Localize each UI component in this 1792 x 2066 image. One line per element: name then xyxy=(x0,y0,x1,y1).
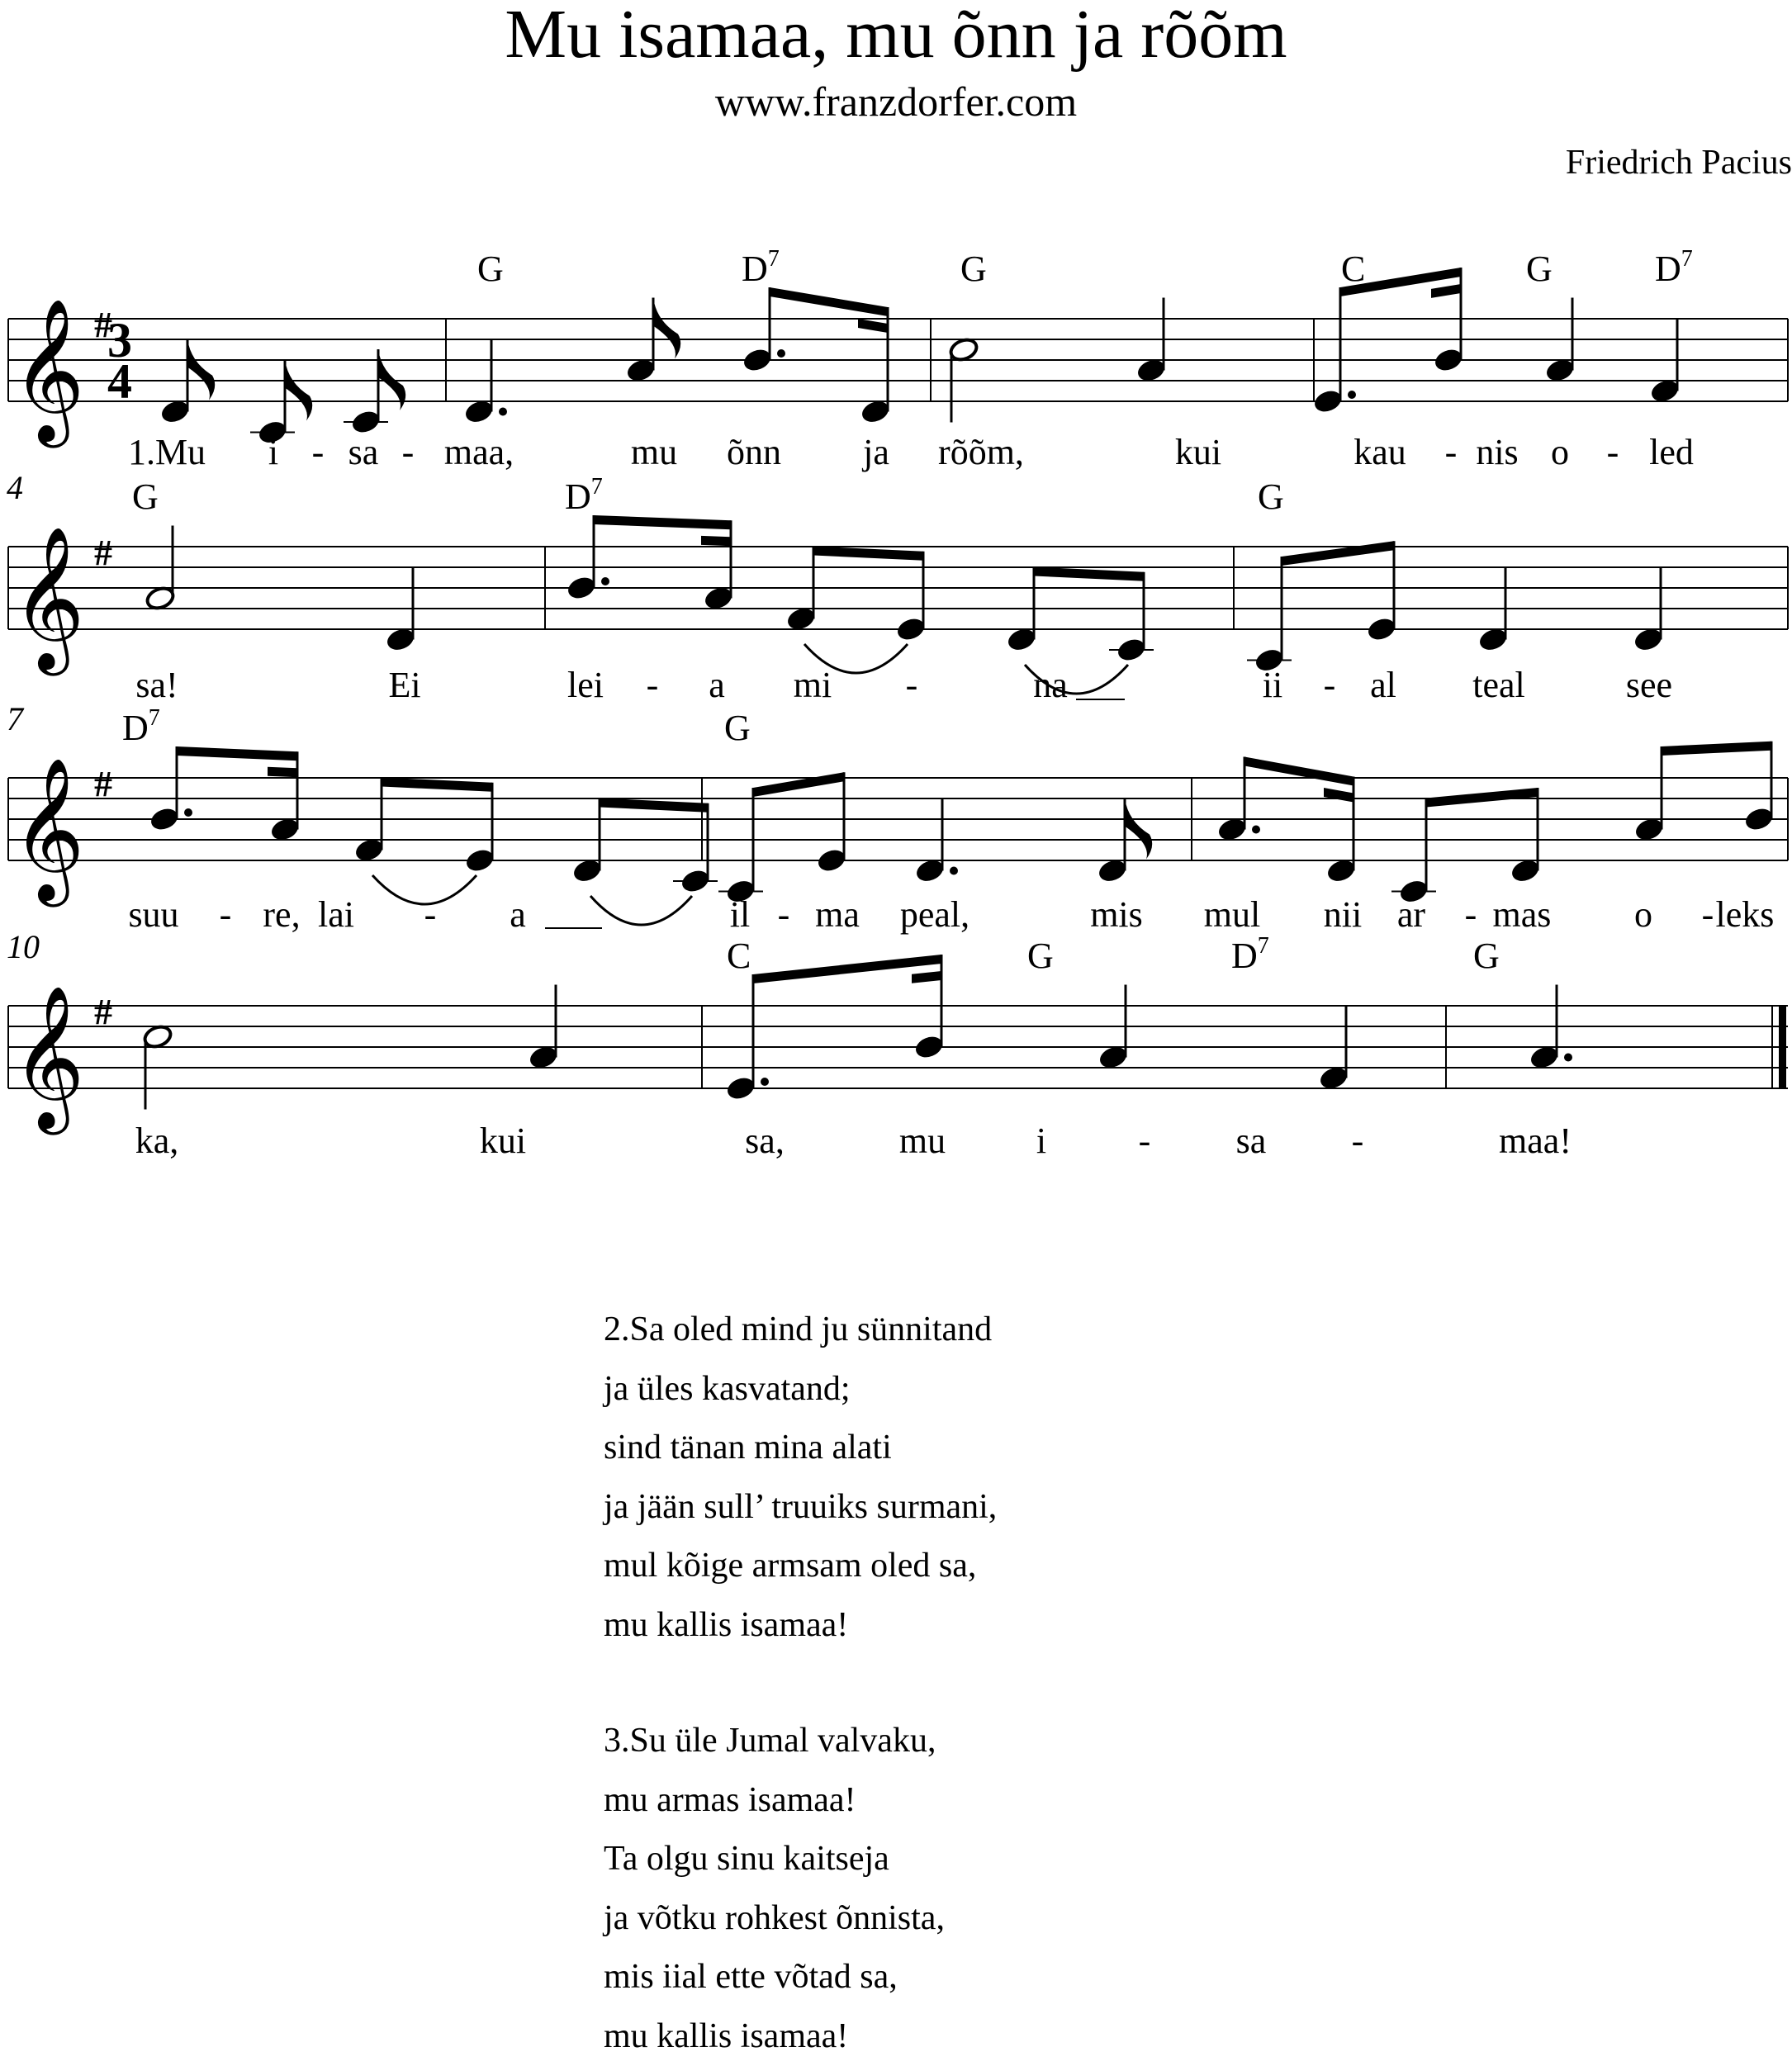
chord-symbol: G xyxy=(1258,476,1284,517)
chord-symbol: G xyxy=(1526,249,1553,289)
beam-partial xyxy=(858,319,888,333)
notehead xyxy=(1135,357,1167,383)
notehead xyxy=(149,806,180,832)
lyric-syllable: mis xyxy=(1090,894,1143,935)
chord-symbol: C xyxy=(727,936,751,976)
lyric-syllable: mi xyxy=(794,665,832,705)
chord-symbol: G xyxy=(960,249,987,289)
lyric-syllable: õnn xyxy=(727,432,781,472)
notehead xyxy=(1325,857,1357,884)
beam-partial xyxy=(912,971,941,983)
lyric-syllable: 1.Mu xyxy=(128,432,206,472)
notehead xyxy=(566,575,597,601)
beam-partial xyxy=(701,536,731,546)
treble-clef: 𝄞 xyxy=(12,301,85,448)
note-flag xyxy=(1125,798,1152,860)
lyric-syllable: nii xyxy=(1324,894,1362,935)
lyric-syllable: rõõm, xyxy=(938,432,1024,472)
lyric-syllable: re, xyxy=(263,894,300,935)
lyric-syllable: led xyxy=(1649,432,1694,472)
lyric-syllable: sa, xyxy=(745,1121,785,1161)
notehead xyxy=(742,347,773,373)
lyric-syllable: mul xyxy=(1204,894,1260,935)
notehead xyxy=(1318,1064,1349,1091)
beam xyxy=(753,772,844,797)
lyric-syllable: a xyxy=(510,894,526,935)
chord-symbol: G xyxy=(1473,936,1500,976)
notehead xyxy=(464,847,495,874)
beam xyxy=(1244,757,1353,786)
lyric-syllable: il xyxy=(730,894,750,935)
verse-line: mu armas isamaa! xyxy=(604,1771,1347,1831)
chord-symbol: G xyxy=(1027,936,1054,976)
lyric-syllable: lai xyxy=(318,894,354,935)
measure-number: 7 xyxy=(7,700,25,737)
chord-symbol: C xyxy=(1341,249,1365,289)
lyric-syllable: sa xyxy=(1236,1121,1267,1161)
notehead xyxy=(159,398,191,424)
beam-partial xyxy=(1324,788,1353,803)
verse-line: ja jään sull’ truuiks surmani, xyxy=(604,1478,1347,1538)
lyric-syllable: teal xyxy=(1472,665,1525,705)
verse-line: 3.Su üle Jumal valvaku, xyxy=(604,1712,1347,1771)
lyric-syllable: kau xyxy=(1353,432,1406,472)
beam xyxy=(1034,567,1144,581)
verse-2 xyxy=(604,1301,1347,1655)
beam xyxy=(1662,742,1771,756)
notehead xyxy=(1366,616,1397,642)
key-signature-sharp: # xyxy=(94,305,112,345)
beam xyxy=(813,547,923,561)
notehead xyxy=(1006,626,1037,652)
notehead xyxy=(463,398,495,424)
lyric-syllable: maa! xyxy=(1499,1121,1572,1161)
notehead xyxy=(895,616,927,642)
notehead xyxy=(1529,1044,1560,1070)
beam xyxy=(594,515,731,529)
notehead xyxy=(1544,357,1576,383)
lyric-syllable: nis xyxy=(1476,432,1518,472)
lyric-syllable: mas xyxy=(1493,894,1552,935)
chord-symbol: G xyxy=(477,249,504,289)
notehead xyxy=(725,1075,756,1102)
verse-line: ja üles kasvatand; xyxy=(604,1360,1347,1419)
verse-3 xyxy=(604,1712,1347,2066)
lyric-syllable: mu xyxy=(631,432,677,472)
lyric-hyphen: - xyxy=(1607,432,1619,472)
treble-clef: 𝄞 xyxy=(12,760,85,907)
lyric-syllable: ja xyxy=(861,432,889,472)
time-signature-bottom: 4 xyxy=(107,354,132,409)
key-signature-sharp: # xyxy=(94,764,112,804)
augmentation-dot xyxy=(1348,391,1356,399)
key-signature-sharp: # xyxy=(94,992,112,1032)
lyric-syllable: mu xyxy=(899,1121,946,1161)
augmentation-dot xyxy=(1252,826,1260,834)
notehead xyxy=(680,868,711,894)
lyric-syllable: kui xyxy=(480,1121,526,1161)
key-signature-sharp: # xyxy=(94,533,112,573)
augmentation-dot xyxy=(184,808,192,817)
lyric-syllable: sa! xyxy=(135,665,178,705)
beam xyxy=(382,778,492,792)
page-title: Mu isamaa, mu õnn ja rõõm xyxy=(0,0,1792,73)
lyric-syllable: o xyxy=(1551,432,1569,472)
notehead xyxy=(785,605,817,632)
lyric-hyphen: - xyxy=(1445,432,1458,472)
chord-symbol: $D^7$ xyxy=(565,474,603,517)
lyric-syllable: see xyxy=(1626,665,1672,705)
notehead xyxy=(1312,388,1344,415)
beam xyxy=(770,287,888,316)
treble-clef: 𝄞 xyxy=(12,528,85,676)
lyric-hyphen: - xyxy=(1465,894,1477,935)
lyric-syllable: ii xyxy=(1263,665,1282,705)
lyric-syllable: leks xyxy=(1716,894,1775,935)
notehead xyxy=(1510,857,1541,884)
augmentation-dot xyxy=(950,867,958,875)
composer-name: Friedrich Pacius xyxy=(1566,144,1792,182)
verse-line: mu kallis isamaa! xyxy=(604,1596,1347,1656)
notehead xyxy=(385,626,416,652)
notehead xyxy=(1633,816,1665,842)
beam-partial xyxy=(1431,284,1461,298)
verse-line: ja võtku rohkest õnnista, xyxy=(604,1889,1347,1949)
augmentation-dot xyxy=(777,349,785,358)
lyric-syllable: suu xyxy=(128,894,178,935)
verse-line: mu kallis isamaa! xyxy=(604,2007,1347,2066)
notehead xyxy=(353,836,385,863)
lyric-syllable: o xyxy=(1634,894,1652,935)
augmentation-dot xyxy=(601,577,609,585)
verse-line: mis iial ette võtad sa, xyxy=(604,1948,1347,2007)
website-url: www.franzdorfer.com xyxy=(0,79,1792,125)
lyric-syllable: Ei xyxy=(388,665,420,705)
notehead xyxy=(913,1034,945,1060)
verse-line: mul kõige armsam oled sa, xyxy=(604,1537,1347,1596)
lyric-hyphen: - xyxy=(1702,894,1714,935)
lyric-syllable: al xyxy=(1370,665,1396,705)
notehead xyxy=(1097,857,1128,884)
note-flag xyxy=(285,360,312,421)
lyric-hyphen: - xyxy=(424,894,437,935)
notehead xyxy=(816,847,847,874)
notehead xyxy=(914,857,946,884)
lyric-syllable: i xyxy=(268,432,278,472)
chord-symbol: $D^7$ xyxy=(1655,246,1693,289)
notehead xyxy=(1477,626,1509,652)
lyric-syllable: na xyxy=(1033,665,1068,705)
note-flag xyxy=(187,339,215,400)
lyric-hyphen: - xyxy=(312,432,325,472)
lyric-hyphen: - xyxy=(906,665,918,705)
beam-partial xyxy=(268,767,297,778)
augmentation-dot xyxy=(761,1078,769,1086)
lyric-syllable: ka, xyxy=(135,1121,179,1161)
notes-layer xyxy=(142,268,1775,1110)
beam xyxy=(1426,788,1538,808)
verse-line: Ta olgu sinu kaitseja xyxy=(604,1830,1347,1889)
notehead xyxy=(1216,816,1248,842)
verse-line: 2.Sa oled mind ju sünnitand xyxy=(604,1301,1347,1360)
lyric-hyphen: - xyxy=(1324,665,1336,705)
notehead xyxy=(145,585,176,611)
lyric-syllable: i xyxy=(1036,1121,1046,1161)
lyric-syllable: ar xyxy=(1397,894,1426,935)
notehead xyxy=(860,398,891,424)
verse-line: sind tänan mina alati xyxy=(604,1419,1347,1478)
chord-symbol: G xyxy=(132,476,159,517)
augmentation-dot xyxy=(1564,1054,1572,1062)
measure-number: 4 xyxy=(7,469,23,506)
lyric-hyphen: - xyxy=(402,432,415,472)
lyric-syllable: ma xyxy=(815,894,860,935)
notehead xyxy=(571,857,603,884)
measure-number: 10 xyxy=(7,928,40,965)
treble-clef: 𝄞 xyxy=(12,988,85,1135)
lyric-syllable: lei xyxy=(567,665,604,705)
final-barline xyxy=(1779,1006,1786,1088)
time-signature-top: 3 xyxy=(107,313,132,367)
notehead xyxy=(142,1023,173,1050)
augmentation-dot xyxy=(499,408,507,416)
notehead xyxy=(948,336,979,362)
beam xyxy=(600,798,708,813)
slur xyxy=(590,896,692,925)
lyric-syllable: a xyxy=(709,665,725,705)
beam xyxy=(177,746,297,761)
beam xyxy=(1282,541,1394,566)
chord-symbol: $D^7$ xyxy=(742,246,780,289)
notehead xyxy=(528,1044,559,1070)
notehead xyxy=(269,816,301,842)
note-flag xyxy=(653,298,680,359)
lyric-syllable: peal, xyxy=(900,894,969,935)
notehead xyxy=(1649,377,1681,404)
lyric-hyphen: - xyxy=(1352,1121,1364,1161)
notehead xyxy=(1433,347,1464,373)
notehead xyxy=(1097,1044,1129,1070)
lyric-hyphen: - xyxy=(647,665,659,705)
lyric-hyphen: - xyxy=(778,894,790,935)
chord-symbol: G xyxy=(724,708,751,748)
notehead xyxy=(625,357,657,383)
lyric-hyphen: - xyxy=(1139,1121,1151,1161)
notehead xyxy=(1116,637,1147,663)
notehead xyxy=(1633,626,1664,652)
lyric-syllable: kui xyxy=(1175,432,1221,472)
lyric-hyphen: - xyxy=(220,894,232,935)
chord-symbol: $D^7$ xyxy=(122,705,160,748)
notehead xyxy=(703,585,734,611)
lyric-syllable: maa, xyxy=(444,432,514,472)
notehead xyxy=(1743,806,1775,832)
chord-symbol: $D^7$ xyxy=(1231,933,1269,976)
lyric-syllable: sa xyxy=(348,432,379,472)
